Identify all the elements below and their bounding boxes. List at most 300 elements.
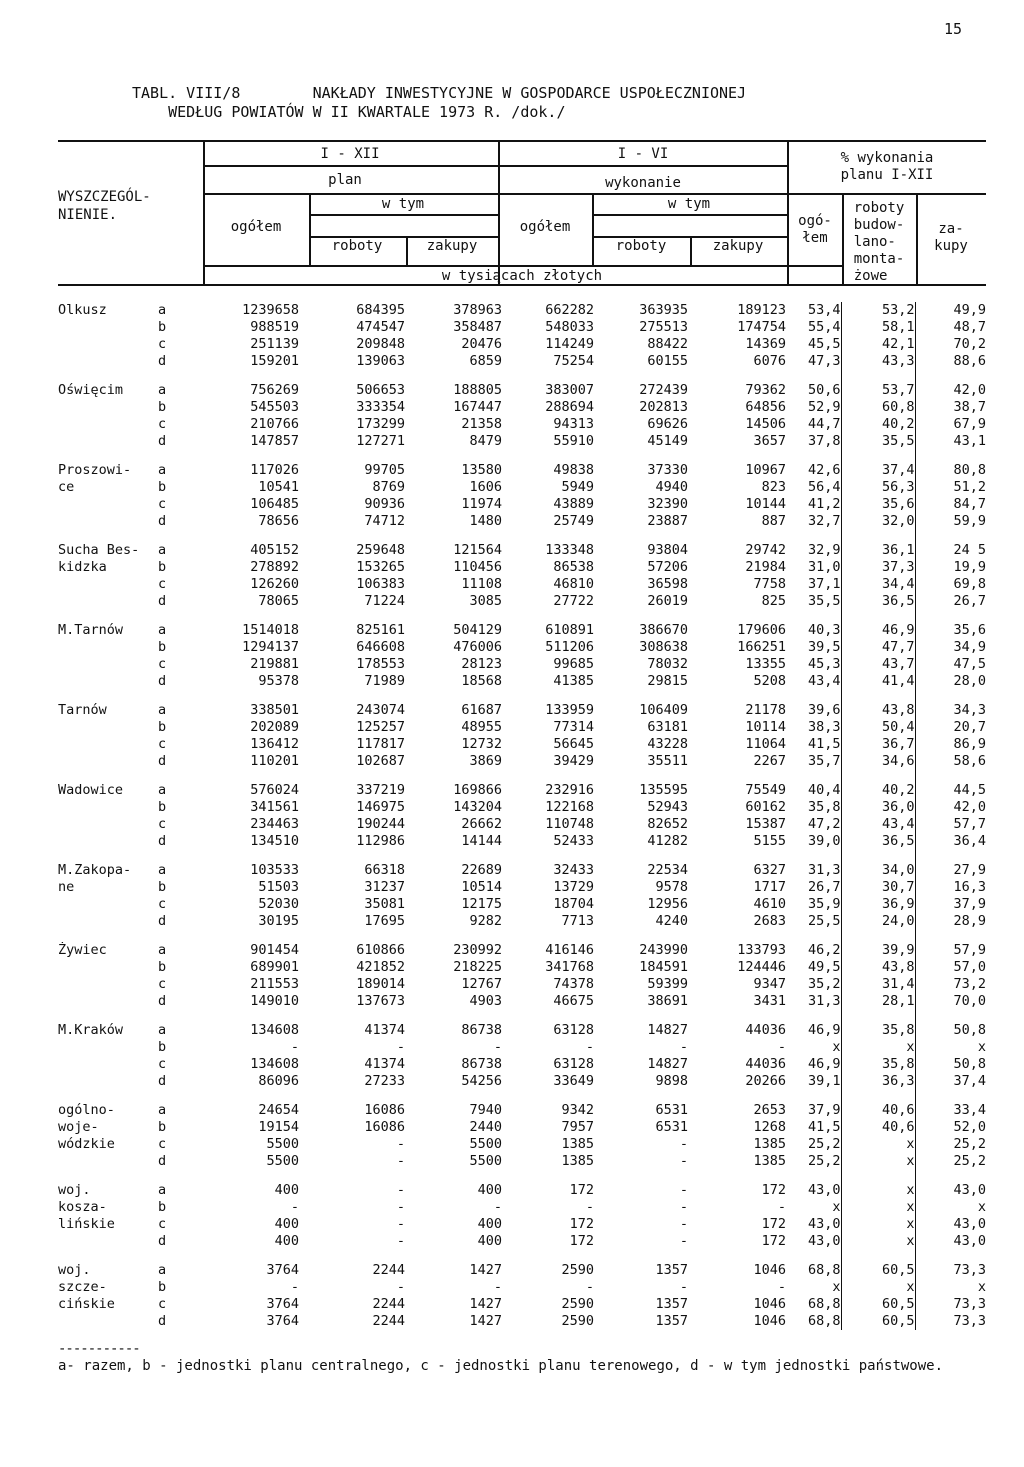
cell-value: 79362 (745, 382, 786, 398)
cell-value: 45149 (647, 433, 688, 449)
cell-value: 43,0 (807, 1233, 841, 1249)
footnote-rule: ----------- (58, 1341, 140, 1357)
cell-value: 27233 (364, 1073, 405, 1089)
cell-value: 27,9 (915, 862, 986, 879)
cell-value: - (396, 1233, 405, 1249)
table-row (58, 433, 986, 450)
row-letter: a (158, 1102, 167, 1118)
cell-value: 53,7 (841, 382, 915, 399)
cell-value: 43889 (553, 496, 594, 512)
cell-value: 337219 (356, 782, 405, 798)
cell-value: 36,9 (841, 896, 915, 913)
cell-value: 188805 (453, 382, 502, 398)
district-name (58, 673, 158, 690)
cell-value: 40,2 (841, 416, 915, 433)
cell-value: 34,3 (915, 702, 986, 719)
table-row (58, 702, 986, 719)
cell-value: 6531 (655, 1102, 688, 1118)
cell-value: 10114 (745, 719, 786, 735)
district-name: wódzkie (58, 1136, 115, 1152)
cell-value: 35,5 (807, 593, 841, 609)
cell-value: 64856 (745, 399, 786, 415)
cell-value: 4240 (655, 913, 688, 929)
cell-value: 35,6 (841, 496, 915, 513)
cell-value: 202813 (639, 399, 688, 415)
group-spacer (58, 850, 986, 862)
cell-value: x (841, 1182, 915, 1199)
cell-value: 117817 (356, 736, 405, 752)
cell-value: 662282 (545, 302, 594, 318)
cell-value: 149010 (250, 993, 299, 1009)
cell-value: 190244 (356, 816, 405, 832)
cell-value: - (777, 1279, 786, 1295)
district-name (58, 353, 158, 370)
cell-value: 46810 (553, 576, 594, 592)
cell-value: 400 (274, 1216, 299, 1232)
cell-value: 189123 (737, 302, 786, 318)
cell-value: - (493, 1039, 502, 1055)
table-row (58, 1119, 986, 1136)
cell-value: 32390 (647, 496, 688, 512)
table-row (58, 1296, 986, 1313)
header-vline (592, 193, 594, 265)
district-name: Tarnów (58, 702, 107, 718)
cell-value: 3764 (266, 1262, 299, 1278)
cell-value: 2267 (753, 753, 786, 769)
header-hline (203, 193, 986, 195)
cell-value: 887 (761, 513, 786, 529)
row-letter: b (158, 1039, 167, 1055)
cell-value: 210766 (250, 416, 299, 432)
district-name (58, 1313, 158, 1330)
district-name (58, 513, 158, 530)
row-letter: c (158, 976, 167, 992)
cell-value: 35,2 (807, 976, 841, 992)
row-letter: c (158, 1296, 167, 1312)
title-line-1: TABL. VIII/8 NAKŁADY INWESTYCYJNE W GOSPODARCE USPOŁECZNIONEJ (132, 84, 747, 102)
district-name: Wadowice (58, 782, 124, 798)
table-row (58, 1233, 986, 1250)
cell-value: 14144 (461, 833, 502, 849)
cell-value: 139063 (356, 353, 405, 369)
cell-value: 1385 (753, 1136, 786, 1152)
cell-value: 2590 (561, 1313, 594, 1329)
table-row (58, 1182, 986, 1199)
cell-value: 88,6 (915, 353, 986, 370)
cell-value: 40,4 (807, 782, 841, 798)
cell-value: 646608 (356, 639, 405, 655)
cell-value: 93804 (647, 542, 688, 558)
cell-value: 86096 (258, 1073, 299, 1089)
cell-value: 10144 (745, 496, 786, 512)
header-roboty-wyk: roboty (615, 238, 667, 254)
cell-value: 243990 (639, 942, 688, 958)
cell-value: 17695 (364, 913, 405, 929)
row-letter: a (158, 462, 167, 478)
group-spacer (58, 1010, 986, 1022)
cell-value: 77314 (553, 719, 594, 735)
cell-value: 68,8 (807, 1296, 841, 1312)
cell-value: 34,6 (841, 753, 915, 770)
cell-value: 43,0 (807, 1182, 841, 1198)
table-title (132, 84, 746, 122)
group-spacer (58, 1170, 986, 1182)
table-row (58, 862, 986, 879)
cell-value: 35,8 (841, 1056, 915, 1073)
cell-value: 122168 (545, 799, 594, 815)
cell-value: 51,2 (915, 479, 986, 496)
cell-value: 86,9 (915, 736, 986, 753)
cell-value: 99685 (553, 656, 594, 672)
cell-value: 50,8 (915, 1056, 986, 1073)
cell-value: - (679, 1199, 688, 1215)
cell-value: 6531 (655, 1119, 688, 1135)
district-name (58, 753, 158, 770)
cell-value: 275513 (639, 319, 688, 335)
district-name (58, 639, 158, 656)
cell-value: 137673 (356, 993, 405, 1009)
header-hline (309, 214, 498, 216)
row-letter: b (158, 639, 167, 655)
cell-value: 35511 (647, 753, 688, 769)
cell-value: 11108 (461, 576, 502, 592)
district-name: woj. (58, 1262, 91, 1278)
header-pct: % wykonania planu I-XII (840, 150, 934, 183)
cell-value: 42,0 (915, 382, 986, 399)
cell-value: 47,5 (915, 656, 986, 673)
cell-value: 172 (569, 1233, 594, 1249)
cell-value: 2590 (561, 1296, 594, 1312)
district-name (58, 799, 158, 816)
cell-value: 127271 (356, 433, 405, 449)
cell-value: 70,0 (915, 993, 986, 1010)
cell-value: 416146 (545, 942, 594, 958)
table-row (58, 1056, 986, 1073)
cell-value: 341561 (250, 799, 299, 815)
cell-value: 13729 (553, 879, 594, 895)
cell-value: 49838 (553, 462, 594, 478)
cell-value: x (832, 1279, 841, 1295)
cell-value: 75549 (745, 782, 786, 798)
cell-value: 134510 (250, 833, 299, 849)
cell-value: x (832, 1039, 841, 1055)
cell-value: 73,3 (915, 1262, 986, 1279)
cell-value: 75254 (553, 353, 594, 369)
cell-value: 16,3 (915, 879, 986, 896)
cell-value: 24 5 (915, 542, 986, 559)
group-spacer (58, 530, 986, 542)
row-letter: d (158, 913, 167, 929)
cell-value: 110201 (250, 753, 299, 769)
cell-value: 1294137 (242, 639, 299, 655)
data-table-body (58, 302, 986, 1330)
cell-value: 20476 (461, 336, 502, 352)
cell-value: 43,0 (915, 1233, 986, 1250)
cell-value: 30195 (258, 913, 299, 929)
cell-value: 29742 (745, 542, 786, 558)
cell-value: 7957 (561, 1119, 594, 1135)
cell-value: 106485 (250, 496, 299, 512)
cell-value: 400 (477, 1216, 502, 1232)
cell-value: 40,6 (841, 1119, 915, 1136)
cell-value: 78065 (258, 593, 299, 609)
cell-value: 14506 (745, 416, 786, 432)
cell-value: 12767 (461, 976, 502, 992)
cell-value: 63181 (647, 719, 688, 735)
row-letter: b (158, 1119, 167, 1135)
cell-value: - (679, 1136, 688, 1152)
row-letter: a (158, 782, 167, 798)
cell-value: 22689 (461, 862, 502, 878)
district-name: Sucha Bes- (58, 542, 140, 558)
cell-value: x (841, 1153, 915, 1170)
row-letter: a (158, 622, 167, 638)
cell-value: 103533 (250, 862, 299, 878)
row-letter: b (158, 799, 167, 815)
cell-value: 16086 (364, 1102, 405, 1118)
cell-value: 178553 (356, 656, 405, 672)
cell-value: 41374 (364, 1056, 405, 1072)
cell-value: 1717 (753, 879, 786, 895)
row-letter: d (158, 1153, 167, 1169)
cell-value: 6859 (469, 353, 502, 369)
cell-value: 41,5 (807, 1119, 841, 1135)
cell-value: 44,5 (915, 782, 986, 799)
cell-value: 39,1 (807, 1073, 841, 1089)
table-row (58, 976, 986, 993)
cell-value: - (585, 1279, 594, 1295)
title-line-2: WEDŁUG POWIATÓW W II KWARTALE 1973 R. /dok./ (132, 103, 566, 121)
cell-value: 474547 (356, 319, 405, 335)
district-name: lińskie (58, 1216, 115, 1232)
district-name (58, 913, 158, 930)
cell-value: 184591 (639, 959, 688, 975)
cell-value: 37,1 (807, 576, 841, 592)
cell-value: 49,5 (807, 959, 841, 975)
table-row (58, 736, 986, 753)
district-name (58, 959, 158, 976)
cell-value: 60,5 (841, 1262, 915, 1279)
cell-value: 53,4 (807, 302, 841, 318)
cell-value: 55,4 (807, 319, 841, 335)
cell-value: 189014 (356, 976, 405, 992)
cell-value: 383007 (545, 382, 594, 398)
row-letter: d (158, 513, 167, 529)
table-row (58, 336, 986, 353)
row-letter: a (158, 1182, 167, 1198)
cell-value: 37,4 (841, 462, 915, 479)
cell-value: 153265 (356, 559, 405, 575)
cell-value: 78656 (258, 513, 299, 529)
district-name: kosza- (58, 1199, 107, 1215)
cell-value: 9342 (561, 1102, 594, 1118)
cell-value: 110748 (545, 816, 594, 832)
cell-value: 7758 (753, 576, 786, 592)
header-hline (592, 214, 787, 216)
cell-value: 230992 (453, 942, 502, 958)
table-row (58, 1153, 986, 1170)
cell-value: 1046 (753, 1296, 786, 1312)
cell-value: 49,9 (915, 302, 986, 319)
row-letter: d (158, 1233, 167, 1249)
cell-value: 73,3 (915, 1313, 986, 1330)
row-letter: d (158, 433, 167, 449)
cell-value: 63128 (553, 1056, 594, 1072)
cell-value: 37,9 (807, 1102, 841, 1118)
footnote: a- razem, b - jednostki planu centralnego, c - jednostki planu terenowego, d - w tym jednostki państwowe. (58, 1358, 944, 1374)
table-row (58, 1279, 986, 1296)
row-letter: b (158, 959, 167, 975)
cell-value: 20266 (745, 1073, 786, 1089)
group-spacer (58, 930, 986, 942)
cell-value: - (679, 1233, 688, 1249)
cell-value: 10967 (745, 462, 786, 478)
header-top-rule (58, 140, 986, 142)
cell-value: 2244 (372, 1296, 405, 1312)
cell-value: 1427 (469, 1313, 502, 1329)
cell-value: 689901 (250, 959, 299, 975)
table-row (58, 816, 986, 833)
table-row (58, 942, 986, 959)
row-letter: c (158, 1056, 167, 1072)
cell-value: 80,8 (915, 462, 986, 479)
cell-value: 1357 (655, 1262, 688, 1278)
cell-value: 46,9 (807, 1056, 841, 1072)
row-letter: b (158, 719, 167, 735)
header-zakupy-plan: zakupy (426, 238, 478, 254)
cell-value: 1385 (561, 1136, 594, 1152)
district-name: cińskie (58, 1296, 115, 1312)
header-i-vi: I - VI (617, 146, 669, 162)
cell-value: 988519 (250, 319, 299, 335)
cell-value: 26,7 (915, 593, 986, 610)
cell-value: 901454 (250, 942, 299, 958)
cell-value: 5500 (266, 1136, 299, 1152)
row-letter: b (158, 319, 167, 335)
cell-value: 169866 (453, 782, 502, 798)
cell-value: 35,6 (915, 622, 986, 639)
cell-value: 71989 (364, 673, 405, 689)
district-name (58, 1153, 158, 1170)
cell-value: 576024 (250, 782, 299, 798)
cell-value: 218225 (453, 959, 502, 975)
cell-value: 3085 (469, 593, 502, 609)
cell-value: - (585, 1199, 594, 1215)
cell-value: 73,2 (915, 976, 986, 993)
cell-value: 5500 (469, 1153, 502, 1169)
table-row (58, 622, 986, 639)
cell-value: 31,3 (807, 862, 841, 878)
cell-value: x (841, 1233, 915, 1250)
cell-value: 69626 (647, 416, 688, 432)
table-row (58, 1102, 986, 1119)
cell-value: 52433 (553, 833, 594, 849)
cell-value: 61687 (461, 702, 502, 718)
row-letter: d (158, 833, 167, 849)
row-letter: b (158, 1199, 167, 1215)
row-letter: c (158, 416, 167, 432)
row-letter: c (158, 736, 167, 752)
table-row (58, 462, 986, 479)
header-zakupy-wyk: zakupy (712, 238, 764, 254)
cell-value: x (841, 1199, 915, 1216)
cell-value: 35,8 (807, 799, 841, 815)
cell-value: 2440 (469, 1119, 502, 1135)
cell-value: 363935 (639, 302, 688, 318)
cell-value: 7940 (469, 1102, 502, 1118)
cell-value: 28,0 (915, 673, 986, 690)
cell-value: 27722 (553, 593, 594, 609)
cell-value: 58,6 (915, 753, 986, 770)
cell-value: 16086 (364, 1119, 405, 1135)
cell-value: 219881 (250, 656, 299, 672)
cell-value: 143204 (453, 799, 502, 815)
table-row (58, 719, 986, 736)
cell-value: 41385 (553, 673, 594, 689)
cell-value: 31237 (364, 879, 405, 895)
row-letter: a (158, 862, 167, 878)
cell-value: 34,9 (915, 639, 986, 656)
row-letter: d (158, 1073, 167, 1089)
cell-value: 47,7 (841, 639, 915, 656)
cell-value: 400 (477, 1233, 502, 1249)
table-row (58, 1216, 986, 1233)
cell-value: 110456 (453, 559, 502, 575)
cell-value: 159201 (250, 353, 299, 369)
district-name: kidzka (58, 559, 107, 575)
cell-value: 43,8 (841, 702, 915, 719)
cell-value: 25749 (553, 513, 594, 529)
cell-value: 172 (761, 1216, 786, 1232)
cell-value: 167447 (453, 399, 502, 415)
cell-value: 52,0 (915, 1119, 986, 1136)
cell-value: 52,9 (807, 399, 841, 415)
district-name (58, 416, 158, 433)
cell-value: 32,7 (807, 513, 841, 529)
cell-value: 60162 (745, 799, 786, 815)
district-name (58, 399, 158, 416)
cell-value: x (832, 1199, 841, 1215)
cell-value: x (915, 1039, 986, 1056)
group-spacer (58, 690, 986, 702)
district-name (58, 993, 158, 1010)
cell-value: 136412 (250, 736, 299, 752)
cell-value: 39,9 (841, 942, 915, 959)
table-row (58, 1073, 986, 1090)
cell-value: 41,5 (807, 736, 841, 752)
cell-value: - (679, 1182, 688, 1198)
cell-value: 43,8 (841, 959, 915, 976)
cell-value: 59,9 (915, 513, 986, 530)
row-letter: d (158, 1313, 167, 1329)
header-hline (203, 265, 842, 267)
cell-value: 25,5 (807, 913, 841, 929)
cell-value: 8769 (372, 479, 405, 495)
cell-value: 114249 (545, 336, 594, 352)
cell-value: 42,1 (841, 336, 915, 353)
header-zakupy-pct: za- kupy (934, 221, 968, 254)
cell-value: 19,9 (915, 559, 986, 576)
cell-value: 12175 (461, 896, 502, 912)
cell-value: 4940 (655, 479, 688, 495)
cell-value: 24,0 (841, 913, 915, 930)
table-row (58, 382, 986, 399)
cell-value: 42,6 (807, 462, 841, 478)
cell-value: 45,5 (807, 336, 841, 352)
row-letter: d (158, 993, 167, 1009)
cell-value: 9347 (753, 976, 786, 992)
cell-value: 179606 (737, 622, 786, 638)
